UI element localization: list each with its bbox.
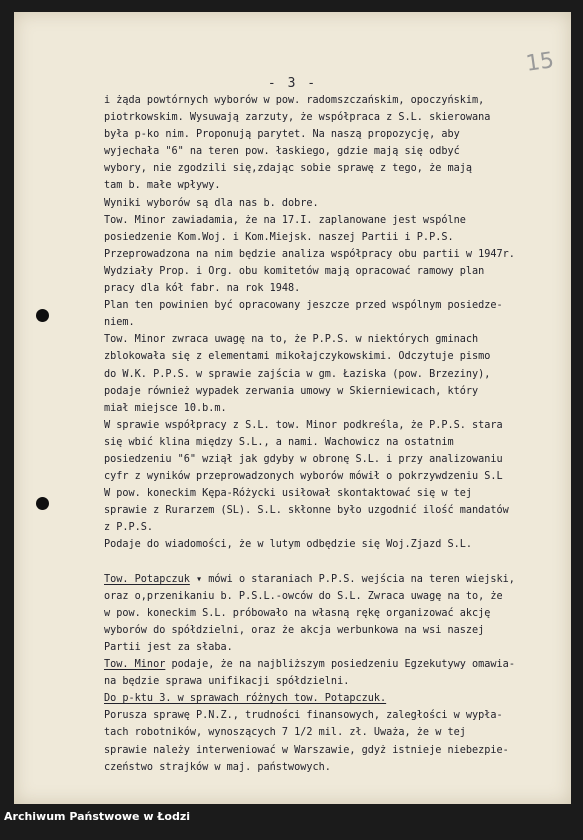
text-line: podaje również wypadek zerwania umowy w Skierniewicach, który xyxy=(104,385,479,397)
text-line: cyfr z wyników przeprowadzonych wyborów mówił o pokrzywdzeniu S.L xyxy=(104,471,503,483)
text-line: Tow. Potapczuk ▾ mówi o staraniach P.P.S. wejścia na teren wiejski, xyxy=(104,573,515,585)
text-line: Plan ten powinien być opracowany jeszcze przed wspólnym posiedze- xyxy=(104,300,503,312)
text-line: Do p-ktu 3. w sprawach różnych tow. Potapczuk. xyxy=(104,693,387,705)
text-line: Tow. Minor podaje, że na najbliższym posiedzeniu Egzekutywy omawia- xyxy=(104,659,515,671)
text-line: zblokowała się z elementami mikołajczykowskimi. Odczytuje pismo xyxy=(104,351,491,363)
text-line: Partii jest za słaba. xyxy=(104,642,233,653)
document-page xyxy=(14,12,571,804)
pencil-page-mark: 15 xyxy=(524,48,556,77)
text-line: miał miejsce 10.b.m. xyxy=(104,402,227,414)
text-line: wybory, nie zgodzili się,zdając sobie sprawę z tego, że mają xyxy=(104,163,473,175)
text-line: W sprawie współpracy z S.L. tow. Minor podkreśla, że P.P.S. stara xyxy=(104,419,503,431)
text-line: tam b. małe wpływy. xyxy=(104,180,221,192)
text-line: na będzie sprawa unifikacji spółdzielni. xyxy=(104,676,350,688)
text-line: pracy dla kół fabr. na rok 1948. xyxy=(104,283,301,295)
text-line xyxy=(104,554,571,571)
text-line: tach robotników, wynoszących 7 1/2 mil. zł. Uważa, że w tej xyxy=(104,727,466,739)
typewritten-text xyxy=(104,92,571,776)
page-number: - 3 - xyxy=(267,76,318,91)
text-line: niem. xyxy=(104,317,135,329)
text-line: z P.P.S. xyxy=(104,522,154,534)
text-line: Przeprowadzona na nim będzie analiza współpracy obu partii w 1947r. xyxy=(104,248,515,260)
text-line: wyborów do spółdzielni, oraz że akcja werbunkowa na wsi naszej xyxy=(104,624,485,636)
text-line: W pow. koneckim Kępa-Różycki usiłował skontaktować się w tej xyxy=(104,488,473,500)
punch-hole-icon xyxy=(36,309,49,322)
text-line: Tow. Minor zwraca uwagę na to, że P.P.S. w niektórych gminach xyxy=(104,334,479,346)
text-line: Wydziały Prop. i Org. obu komitetów mają opracować ramowy plan xyxy=(104,265,485,277)
text-line: Wyniki wyborów są dla nas b. dobre. xyxy=(104,197,319,209)
text-line: Tow. Minor zawiadamia, że na 17.I. zaplanowane jest wspólne xyxy=(104,214,466,226)
text-line: i żąda powtórnych wyborów w pow. radomszczańskim, opoczyńskim, xyxy=(104,95,485,106)
text-line: piotrkowskim. Wysuwają zarzuty, że współpraca z S.L. skierowana xyxy=(104,112,491,124)
text-line: była p-ko nim. Proponują parytet. Na naszą propozycję, aby xyxy=(104,129,460,141)
text-line: się wbić klina między S.L., a nami. Wachowicz na ostatnim xyxy=(104,436,454,448)
text-line: czeństwo strajków w maj. państwowych. xyxy=(104,761,331,773)
text-line: oraz o,przenikaniu b. P.S.L.-owców do S.L. Zwraca uwagę na to, że xyxy=(104,590,503,602)
text-line: Podaje do wiadomości, że w lutym odbędzie się Woj.Zjazd S.L. xyxy=(104,539,473,551)
text-line: w pow. koneckim S.L. próbowało na własną rękę organizować akcję xyxy=(104,607,491,619)
text-line: Porusza sprawę P.N.Z., trudności finansowych, zaległości w wypła- xyxy=(104,710,503,722)
text-line: wyjechała "6" na teren pow. łaskiego, gdzie mają się odbyć xyxy=(104,146,460,158)
text-line: do W.K. P.P.S. w sprawie zajścia w gm. Łaziska (pow. Brzeziny), xyxy=(104,368,491,380)
text-line: posiedzenie Kom.Woj. i Kom.Miejsk. naszej Partii i P.P.S. xyxy=(104,231,454,243)
punch-hole-icon xyxy=(36,497,49,510)
text-line: sprawie z Rurarzem (SL). S.L. skłonne było uzgodnić ilość mandatów xyxy=(104,505,509,517)
text-line: sprawie należy interweniować w Warszawie, gdyż istnieje niebezpie- xyxy=(104,744,509,756)
archive-footer-label: Archiwum Państwowe w Łodzi xyxy=(0,806,583,840)
text-line: posiedzeniu "6" wziął jak gdyby w obronę S.L. i przy analizowaniu xyxy=(104,453,503,465)
